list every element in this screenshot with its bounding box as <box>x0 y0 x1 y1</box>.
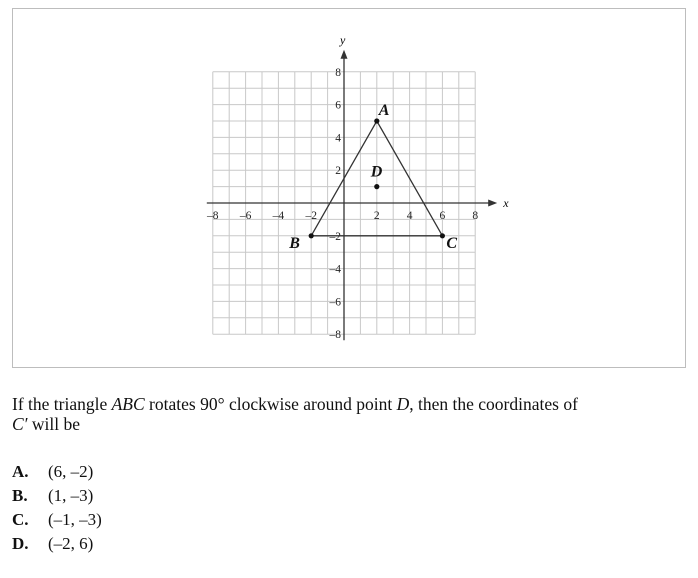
point-label-c: C <box>446 234 458 252</box>
y-tick-label: 2 <box>335 165 341 178</box>
y-tick-label: 8 <box>335 66 341 79</box>
x-tick-label: –2 <box>305 210 317 222</box>
image-point-name: C′ <box>12 414 28 434</box>
x-tick-label: 4 <box>406 210 413 222</box>
rotation-center-name: D <box>396 394 410 414</box>
figure-frame <box>12 8 686 368</box>
question-text <box>12 394 682 434</box>
x-tick-label: 6 <box>439 210 446 222</box>
x-tick-label: 8 <box>472 210 479 222</box>
choice-a[interactable] <box>12 460 412 484</box>
y-axis-arrow-icon <box>341 50 348 59</box>
point-a <box>374 118 379 123</box>
y-tick-label: 4 <box>335 132 341 145</box>
y-tick-label: 6 <box>335 99 341 112</box>
choice-c[interactable] <box>12 508 412 532</box>
choice-b[interactable] <box>12 484 412 508</box>
choice-text: (–1, –3) <box>48 510 102 529</box>
x-tick-label: –4 <box>272 210 285 222</box>
choice-letter: B. <box>12 486 28 505</box>
coordinate-plane <box>13 9 685 367</box>
choice-letter: A. <box>12 462 29 481</box>
point-d <box>374 184 379 189</box>
choice-text: (6, –2) <box>48 462 94 481</box>
y-axis-label: y <box>340 32 346 47</box>
point-label-b: B <box>289 234 300 252</box>
x-axis-label: x <box>503 196 509 210</box>
point-b <box>309 233 314 238</box>
choice-text: (1, –3) <box>48 486 94 505</box>
question-part-2: rotates 90° clockwise around point <box>144 394 397 414</box>
triangle-name: ABC <box>111 394 145 414</box>
x-tick-label: 2 <box>373 210 380 222</box>
y-tick-label: –2 <box>329 230 341 243</box>
question-part-4: will be <box>27 414 81 434</box>
choice-letter: D. <box>12 534 29 553</box>
y-tick-label: –4 <box>329 263 341 276</box>
point-label-d: D <box>370 163 383 181</box>
choice-text: (–2, 6) <box>48 534 94 553</box>
x-tick-label: –8 <box>207 210 219 222</box>
question-part-3: , then the coordinates of <box>409 394 578 414</box>
x-tick-label: –6 <box>239 210 252 222</box>
y-tick-label: –6 <box>329 296 341 309</box>
x-axis-arrow-icon <box>488 200 497 207</box>
point-label-a: A <box>378 102 390 119</box>
question-part-1: If the triangle <box>12 394 112 414</box>
y-tick-label: –8 <box>329 329 341 342</box>
answer-choices <box>12 460 412 556</box>
choice-letter: C. <box>12 510 29 529</box>
point-c <box>440 233 445 238</box>
choice-d[interactable] <box>12 532 412 556</box>
